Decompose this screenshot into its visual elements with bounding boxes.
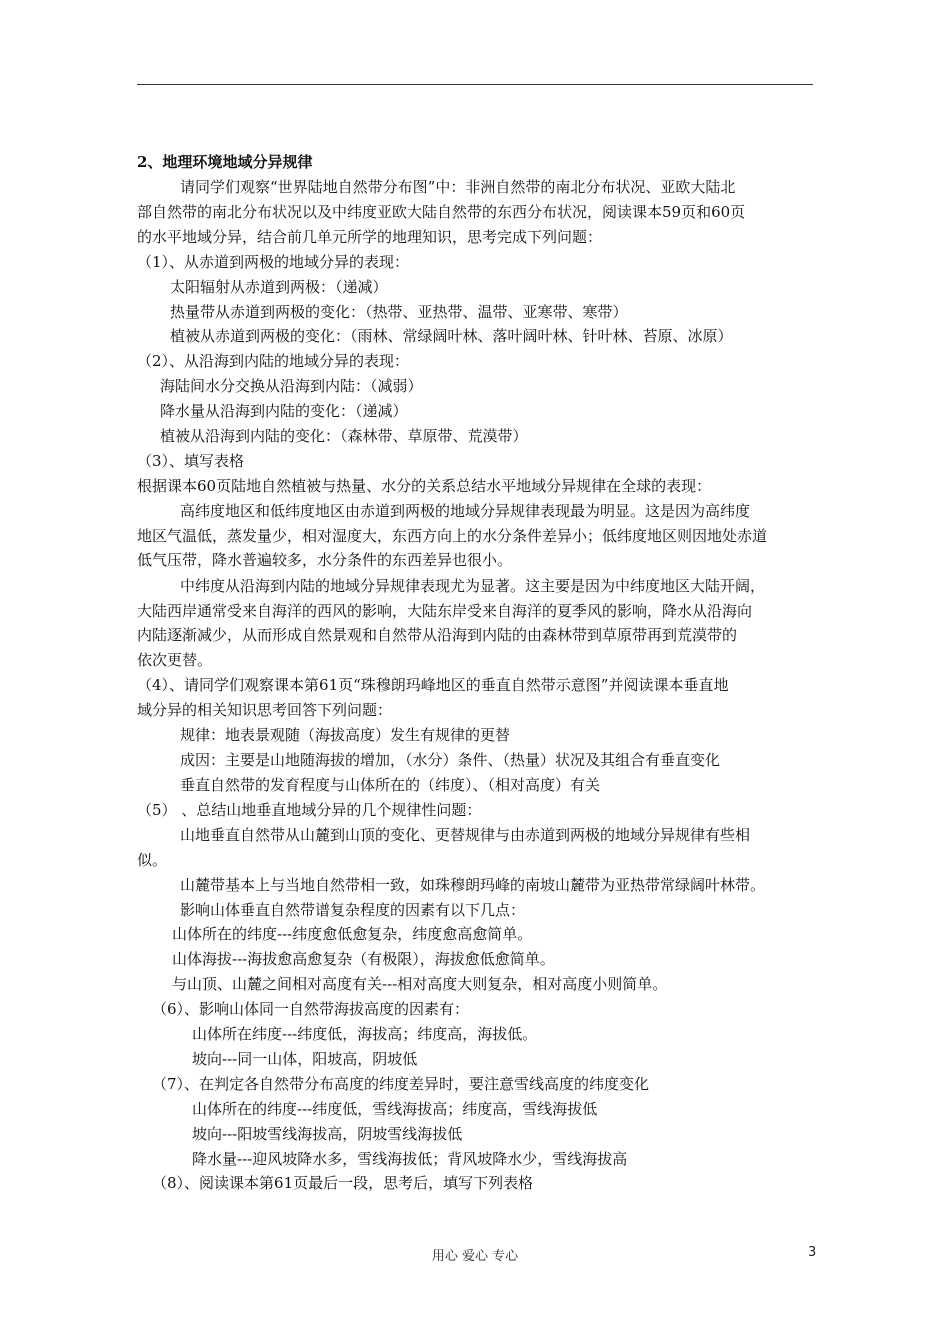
page-footer: 用心 爱心 专心 bbox=[431, 1249, 519, 1264]
answer-line: 植被从赤道到两极的变化：（雨林、常绿阔叶林、落叶阔叶林、针叶林、苔原、冰原） bbox=[170, 327, 733, 345]
question-1: （1）、从赤道到两极的地域分异的表现： bbox=[137, 253, 410, 271]
paragraph-line: 影响山体垂直自然带谱复杂程度的因素有以下几点： bbox=[180, 901, 526, 919]
answer-line: 热量带从赤道到两极的变化：（热带、亚热带、温带、亚寒带、寒带） bbox=[170, 303, 628, 321]
answer-line: 规律：地表景观随（海拔高度）发生有规律的更替 bbox=[180, 726, 511, 744]
answer-line: 坡向---同一山体，阳坡高，阴坡低 bbox=[192, 1050, 418, 1068]
answer-line: 太阳辐射从赤道到两极：（递减） bbox=[170, 278, 388, 296]
question-2: （2）、从沿海到内陆的地域分异的表现： bbox=[137, 352, 410, 370]
answer-line: 与山顶、山麓之间相对高度有关---相对高度大则复杂，相对高度小则简单。 bbox=[172, 975, 668, 993]
paragraph-line: 似。 bbox=[137, 851, 168, 869]
header-rule bbox=[137, 84, 813, 85]
question-5: （5） 、总结山地垂直地域分异的几个规律性问题： bbox=[137, 801, 482, 819]
paragraph-line: 域分异的相关知识思考回答下列问题： bbox=[137, 701, 393, 719]
answer-line: 坡向---阳坡雪线海拔高，阴坡雪线海拔低 bbox=[192, 1125, 463, 1143]
paragraph-line: 地区气温低，蒸发量少，相对湿度大，东西方向上的水分条件差异小；低纬度地区则因地处赤道 bbox=[137, 527, 768, 545]
paragraph-line: 依次更替。 bbox=[137, 651, 213, 669]
paragraph-line: 低气压带，降水普遍较多，水分条件的东西差异也很小。 bbox=[137, 551, 513, 569]
paragraph-line: 根据课本60页陆地自然植被与热量、水分的关系总结水平地域分异规律在全球的表现： bbox=[137, 477, 712, 495]
question-6: （6）、影响山体同一自然带海拔高度的因素有： bbox=[152, 1000, 470, 1018]
answer-line: 山体海拔---海拔愈高愈复杂（有极限），海拔愈低愈简单。 bbox=[172, 950, 555, 968]
question-3: （3）、填写表格 bbox=[137, 452, 245, 470]
answer-line: 降水量从沿海到内陆的变化：（递减） bbox=[160, 402, 408, 420]
answer-line: 垂直自然带的发育程度与山体所在的（纬度）、（相对高度）有关 bbox=[180, 776, 601, 794]
paragraph-line: 请同学们观察“世界陆地自然带分布图”中：非洲自然带的南北分布状况、亚欧大陆北 bbox=[180, 178, 736, 196]
answer-line: 山体所在纬度---纬度低，海拔高；纬度高，海拔低。 bbox=[192, 1025, 538, 1043]
answer-line: 植被从沿海到内陆的变化：（森林带、草原带、荒漠带） bbox=[160, 427, 528, 445]
answer-line: 降水量---迎风坡降水多，雪线海拔低；背风坡降水少，雪线海拔高 bbox=[192, 1150, 628, 1168]
question-8: （8）、阅读课本第61页最后一段，思考后，填写下列表格 bbox=[152, 1174, 534, 1192]
paragraph-line: 部自然带的南北分布状况以及中纬度亚欧大陆自然带的东西分布状况，阅读课本59页和60页 bbox=[137, 203, 746, 221]
paragraph-line: 的水平地域分异，结合前几单元所学的地理知识，思考完成下列问题： bbox=[137, 228, 603, 246]
question-7: （7）、在判定各自然带分布高度的纬度差异时，要注意雪线高度的纬度变化 bbox=[152, 1075, 650, 1093]
paragraph-line: 大陆西岸通常受来自海洋的西风的影响，大陆东岸受来自海洋的夏季风的影响，降水从沿海向 bbox=[137, 602, 753, 620]
paragraph-line: 内陆逐渐减少，从而形成自然景观和自然带从沿海到内陆的由森林带到草原带再到荒漠带的 bbox=[137, 626, 738, 644]
answer-line: 山体所在的纬度---纬度愈低愈复杂，纬度愈高愈简单。 bbox=[172, 925, 533, 943]
answer-line: 海陆间水分交换从沿海到内陆：（减弱） bbox=[160, 377, 423, 395]
paragraph-line: 高纬度地区和低纬度地区由赤道到两极的地域分异规律表现最为明显。这是因为高纬度 bbox=[180, 502, 751, 520]
paragraph-line: 山地垂直自然带从山麓到山顶的变化、更替规律与由赤道到两极的地域分异规律有些相 bbox=[180, 826, 751, 844]
paragraph-line: 山麓带基本上与当地自然带相一致，如珠穆朗玛峰的南坡山麓带为亚热带常绿阔叶林带。 bbox=[180, 876, 766, 894]
answer-line: 成因：主要是山地随海拔的增加，（水分）条件、（热量）状况及其组合有垂直变化 bbox=[180, 751, 721, 769]
page-number: 3 bbox=[808, 1245, 817, 1260]
paragraph-line: 中纬度从沿海到内陆的地域分异规律表现尤为显著。这主要是因为中纬度地区大陆开阔， bbox=[180, 577, 766, 595]
answer-line: 山体所在的纬度---纬度低，雪线海拔高；纬度高，雪线海拔低 bbox=[192, 1100, 598, 1118]
section-heading: 2、地理环境地域分异规律 bbox=[137, 153, 313, 171]
question-4: （4）、请同学们观察课本第61页“珠穆朗玛峰地区的垂直自然带示意图”并阅读课本垂直地 bbox=[137, 676, 729, 694]
